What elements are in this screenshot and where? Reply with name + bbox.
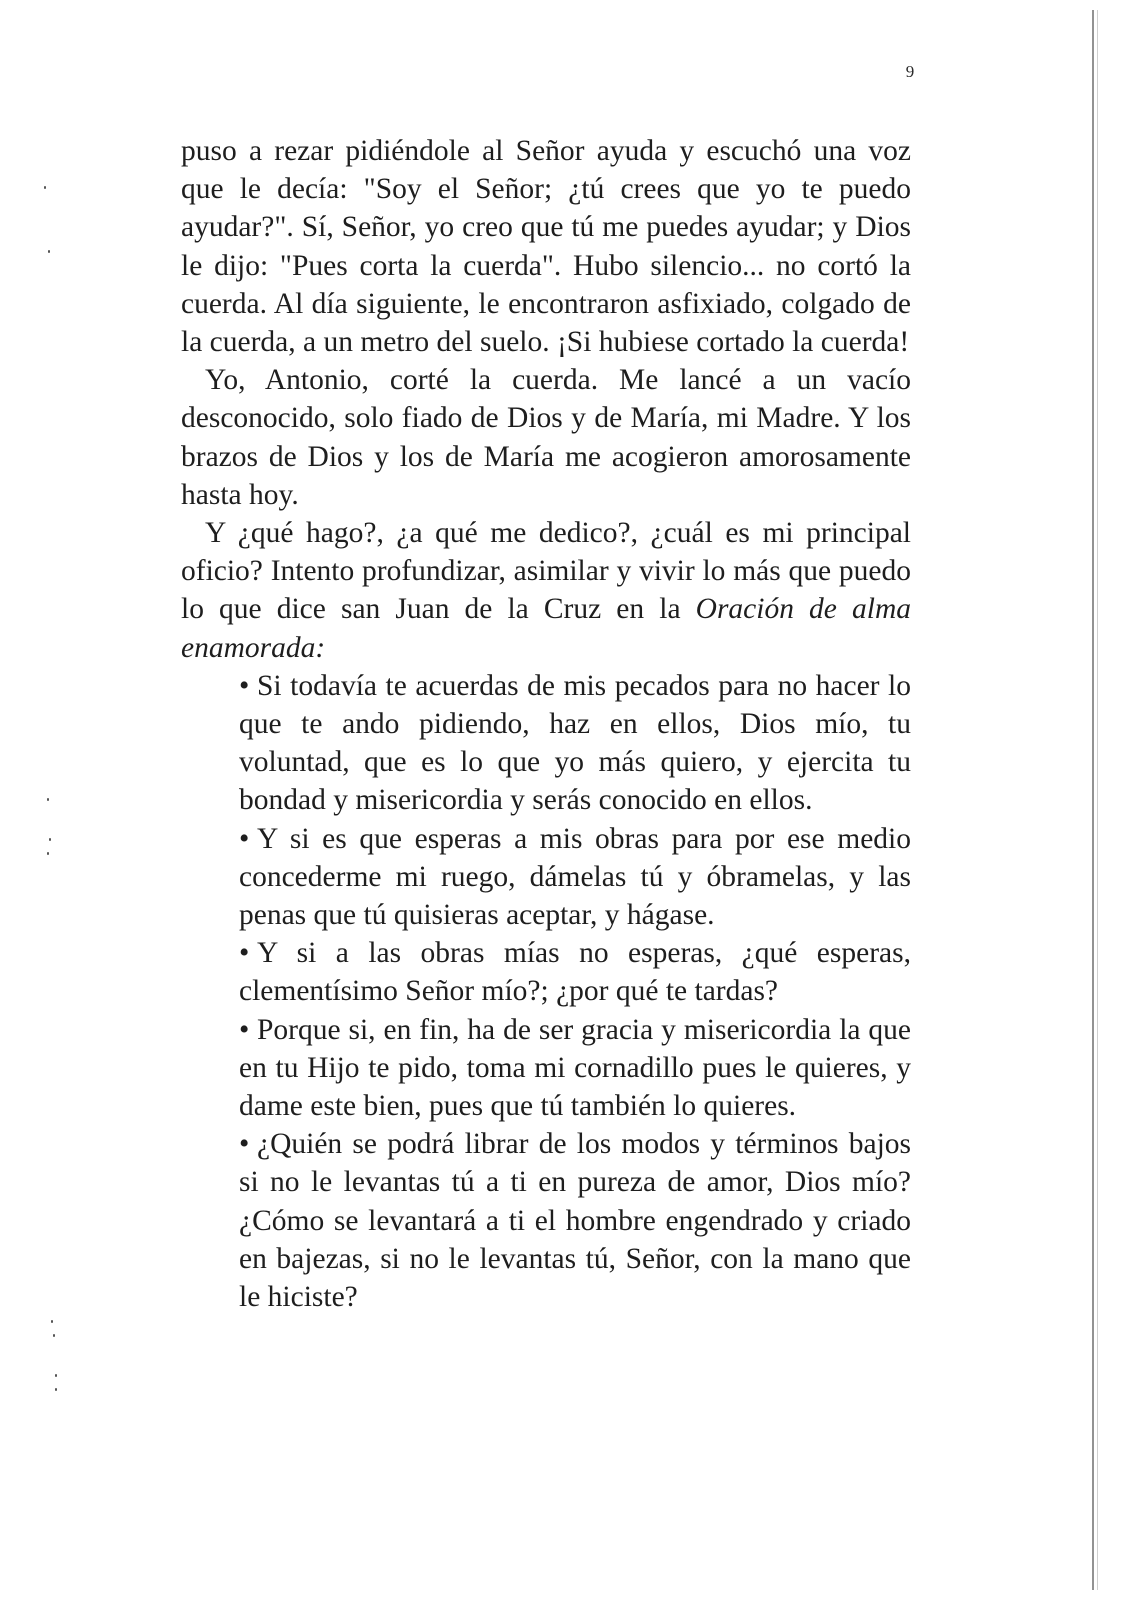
scan-speck <box>47 852 49 855</box>
prayer-bullet-text: Y si es que esperas a mis obras para por ese medio concederme mi ruego, dámelas tú y óbramelas, y las penas que tú quisieras aceptar, y hágase. <box>239 822 911 932</box>
bullet-icon: • <box>239 669 250 702</box>
bullet-icon: • <box>239 822 250 855</box>
prayer-bullet-item <box>239 820 911 935</box>
paragraph-continuation: puso a rezar pidiéndole al Señor ayuda y escuchó una voz que le decía: "Soy el Señor; ¿tú crees que yo te puedo ayudar?". Sí, Señor, yo creo que tú me puedes ayudar; y Dios le dijo: "Pues corta la cuerda". Hubo silencio... no cortó la cuerda. Al día siguiente, le encontraron asfixiado, colgado de la cuerda, a un metro del suelo. ¡Si hubiese cortado la cuerda! <box>181 135 911 359</box>
bullet-icon: • <box>239 1013 250 1046</box>
prayer-bullet-item <box>239 667 911 820</box>
scan-speck <box>55 1374 57 1377</box>
paragraph-oficio <box>181 514 911 667</box>
prayer-bullet-text: ¿Quién se podrá librar de los modos y términos bajos si no le levantas tú a ti en pureza de amor, Dios mío? ¿Cómo se levantará a ti el hombre engendrado y criado en bajezas, si no le levantas tú, Señor, con la mano que le hiciste? <box>239 1128 911 1314</box>
bullet-icon: • <box>239 1128 250 1161</box>
scan-speck <box>44 186 46 189</box>
scan-speck <box>47 798 49 801</box>
prayer-bullet-item <box>239 1125 911 1316</box>
scan-speck <box>53 1334 55 1337</box>
paragraph-antonio: Yo, Antonio, corté la cuerda. Me lancé a un vacío desconocido, solo fiado de Dios y de María, mi Madre. Y los brazos de Dios y los de María me acogieron amorosamente hasta hoy. <box>181 364 911 511</box>
scan-speck <box>51 1320 53 1323</box>
prayer-bullet-item <box>239 1011 911 1126</box>
paragraph-oficio-text: Y ¿qué hago?, ¿a qué me dedico?, ¿cuál es mi principal oficio? Intento profundizar, asimilar y vivir lo más que puedo lo que dice san Juan de la Cruz en la <box>181 517 911 626</box>
bullet-icon: • <box>239 937 250 970</box>
prayer-bullet-text: Si todavía te acuerdas de mis pecados para no hacer lo que te ando pidiendo, haz en ellos, Dios mío, tu voluntad, que es lo que yo más quiero, y ejercita tu bondad y misericordia y serás conocido en ellos. <box>239 669 911 817</box>
prayer-bullet-list <box>239 667 911 1316</box>
prayer-bullet-text: Porque si, en fin, ha de ser gracia y misericordia la que en tu Hijo te pido, toma mi cornadillo pues le quieres, y dame este bien, pues que tú también lo quieres. <box>239 1013 911 1123</box>
prayer-bullet-item <box>239 934 911 1010</box>
scan-speck <box>55 1388 57 1391</box>
body-text <box>181 132 911 1316</box>
prayer-bullet-text: Y si a las obras mías no esperas, ¿qué esperas, clementísimo Señor mío?; ¿por qué te tardas? <box>239 937 911 1008</box>
scan-edge-line <box>1097 10 1098 1590</box>
scan-speck <box>48 250 50 253</box>
scan-edge-line <box>1092 10 1094 1590</box>
prayer-title: Oración de alma enamorada: <box>181 593 911 664</box>
page-number: 9 <box>905 62 915 81</box>
scan-speck <box>49 838 51 841</box>
